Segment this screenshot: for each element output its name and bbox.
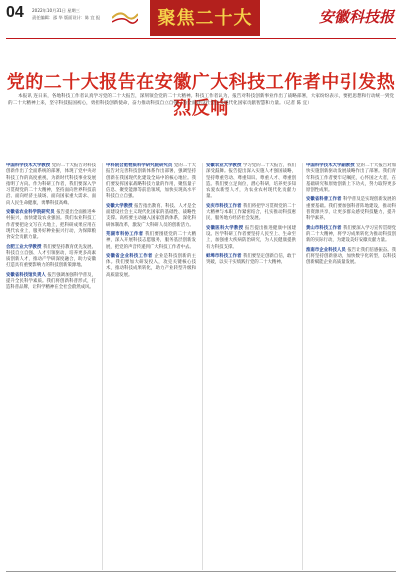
paragraph-body: 我们要围绕党的二十大精神，深入开展科技志愿服务，服务基层创新发展，把党的声音传递到广大科技工作者中去。 <box>106 231 196 250</box>
paragraph-lead: 安徽省科普工作者 <box>306 197 343 203</box>
paragraph-body: 党的二十大报告对完善科技创新体系作出部署，强调坚持创新在我国现代化建设全局中的核心地位。我们要发挥国家战略科技力量的作用，聚焦量子信息、聚变能源等前沿领域，加快实现高水平科技自立自强。 <box>106 163 196 200</box>
paragraph-body: 企业是科技创新的主体。我们要加大研发投入，攻克关键核心技术，推动科技成果转化，助力产业转型升级和高质量发展。 <box>106 253 196 278</box>
paragraph-body: 学习党的二十大报告，我们深受鼓舞。报告提出深入实施人才强国战略，坚持尊重劳动、尊重知识、尊重人才、尊重创造。我们要立足岗位，潜心科研，培养更多知农爱农新型人才，为农业农村现代化贡献力量。 <box>206 163 296 200</box>
article-column <box>302 163 396 570</box>
paragraph-lead: 中科院合肥物质科学研究院研究员 <box>106 163 174 168</box>
paragraph-body: 科学普及是实现创新发展的重要基础。我们要加强科普阵地建设，推动科普资源共享，让更多群众感受科技魅力，提升科学素养。 <box>306 197 396 222</box>
article-paragraph <box>306 226 396 245</box>
paragraph-body: 党的二十大报告对加快实施创新驱动发展战略作出了部署。我们青年科技工作者要牢记嘱托，心怀国之大者，在基础研究和原始创新上下功夫，努力取得更多原创性成果。 <box>306 163 396 194</box>
paragraph-lead: 安徽省科技馆负责人 <box>6 272 48 278</box>
section-banner-title: 聚焦二十大 <box>157 8 253 29</box>
paragraph-lead: 黄山市科技工作者 <box>306 225 343 231</box>
article-paragraph <box>206 254 296 267</box>
paragraph-lead: 安徽省企业科技工作者 <box>106 253 155 259</box>
footer-rule <box>6 571 396 572</box>
article-column <box>6 163 96 570</box>
paragraph-lead: 芜湖市科协工作者 <box>106 231 146 237</box>
article-paragraph <box>6 245 96 270</box>
paragraph-body: 报告指出教育、科技、人才是全面建设社会主义现代化国家的基础性、战略性支撑。高校要主动融入国家创新体系，深化科研体制改革，激发广大科研人员的创新活力。 <box>106 203 196 228</box>
paragraph-lead: 安徽省农业科学院研究员 <box>6 210 57 216</box>
paragraph-body: 报告让我们倍感振奋。我们将坚持创新驱动，加快数字化转型，以科技创新赋能企业高质量发展。 <box>306 247 396 266</box>
paragraph-body: 我们要坚定创新自信，敢于突破，以实干实绩践行党的二十大精神。 <box>206 253 296 266</box>
paragraph-body: 我们将把学习贯彻党的二十大精神与本职工作紧密结合，扎实推动科技惠民，服务地方经济社会发展。 <box>206 203 296 222</box>
article-headline: 党的二十大报告在安徽广大科技工作者中引发热烈反响 <box>6 72 396 119</box>
article-lead: 本报讯 连日来，各地科技工作者认真学习党的二十大报告，深刻领会党的二十大精神。科技工作者认为，报告对科技创新事业作出了战略部署，大家纷纷表示，要把思想和行动统一到党的二十大精神上来，坚守科技报国初心，勇担科技创新使命，奋力推动科技自立自强，为全面建设社会主义现代化国家贡献智慧和力量。（记者 陈 宜） <box>8 94 394 106</box>
paragraph-body: 报告提出推进健康中国建设。医学科研工作者要坚持人民至上、生命至上，加强重大疾病防治研究，为人民健康提供有力科技支撑。 <box>206 225 296 250</box>
section-banner <box>150 0 260 36</box>
paragraph-lead: 蚌埠市科技工作者 <box>206 253 243 259</box>
article-paragraph <box>206 204 296 223</box>
article-paragraph <box>6 163 96 207</box>
paragraph-lead: 安徽医科大学教授 <box>206 225 246 231</box>
paragraph-lead: 中国科学技术大学教授 <box>6 163 52 168</box>
article-paragraph <box>206 226 296 251</box>
article-paragraph <box>106 163 196 201</box>
paragraph-body: 我们要深入学习宣传贯彻党的二十大精神，将学习成果转化为推动科技创新的实际行动，为建设美好安徽贡献力量。 <box>306 225 396 244</box>
article-body <box>6 163 396 570</box>
paragraph-body: 我们要坚持教育优先发展、科技自立自强、人才引领驱动，培养更多高素质创新人才，推动产学研深度融合，助力安徽打造具有重要影响力的科技创新策源地。 <box>6 244 96 269</box>
paragraph-lead: 中国科学技术大学副教授 <box>306 163 357 168</box>
issue-date: 2022年10月31日 星期三 <box>32 8 80 13</box>
paragraph-lead: 合肥工业大学教授 <box>6 244 43 250</box>
article-column <box>102 163 196 570</box>
article-paragraph <box>306 248 396 267</box>
article-paragraph <box>306 163 396 194</box>
article-paragraph <box>106 204 196 229</box>
article-paragraph <box>306 197 396 222</box>
header-rule <box>6 38 396 39</box>
article-paragraph <box>106 232 196 251</box>
paragraph-body: 党的二十大报告对科技创新作出了全面系统的部署，体现了党中央对科技工作的高度重视，为新时代科技事业发展指明了方向。作为科研工作者，我们要深入学习贯彻党的二十大精神，坚持面向世界科技前沿、面向经济主战场、面向国家重大需求、面向人民生命健康，勇攀科技高峰。 <box>6 163 96 206</box>
article-paragraph <box>6 210 96 241</box>
paragraph-lead: 安庆市科技工作者 <box>206 203 243 209</box>
article-paragraph <box>6 273 96 292</box>
paragraph-body: 报告强调加强科学普及，提升全民科学素质。我们将创新科普形式，打造科普品牌，让科学精神在全社会蔚然成风。 <box>6 272 96 291</box>
paragraph-lead: 淮南市企业科技人员 <box>306 247 348 253</box>
article-paragraph <box>106 254 196 279</box>
editor-credits: 责任编辑：邵 华 版面设计：陈 宜 报 <box>32 15 101 20</box>
page-number: 04 <box>6 4 24 21</box>
article-paragraph <box>206 163 296 201</box>
ribbon-decoration-icon <box>112 10 138 26</box>
paragraph-lead: 安徽农业大学教授 <box>206 163 243 168</box>
paragraph-body: 报告提出全面推进乡村振兴，加快建设农业强国。我们农业科技工作者要把论文写在大地上，把科研成果应用在现代农业上，服务好种业振兴行动，为保障粮食安全贡献力量。 <box>6 210 96 241</box>
paragraph-lead: 安徽大学教授 <box>106 203 135 209</box>
newspaper-masthead: 安徽科技报 <box>318 8 394 26</box>
article-column <box>202 163 296 570</box>
